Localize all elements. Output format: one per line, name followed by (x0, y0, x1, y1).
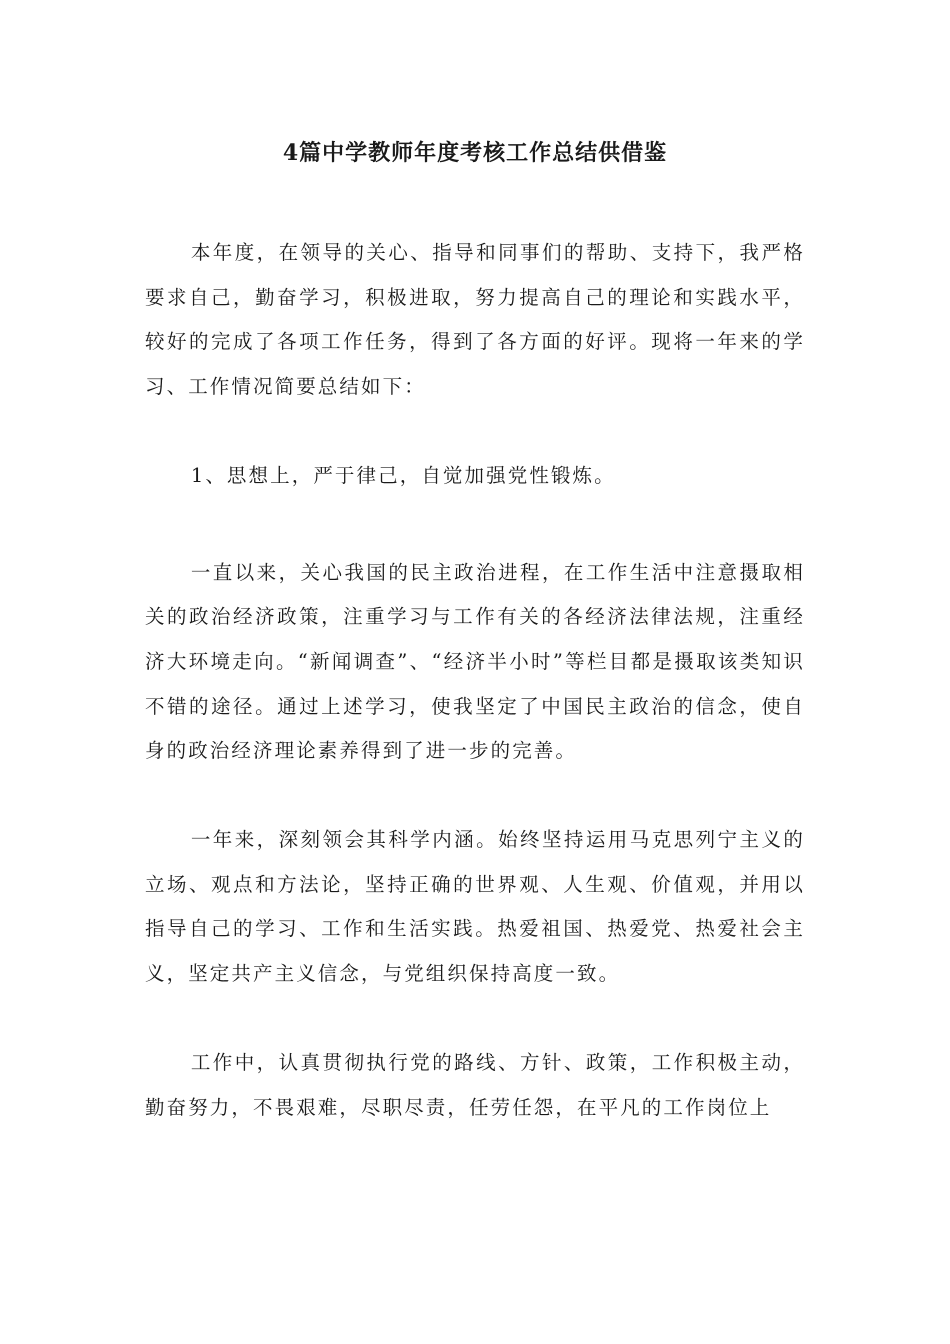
paragraph-intro: 本年度，在领导的关心、指导和同事们的帮助、支持下，我严格要求自己，勤奋学习，积极进取，努力提高自己的理论和实践水平，较好的完成了各项工作任务，得到了各方面的好评。现将一年来的学习、工作情况简要总结如下： (145, 241, 805, 399)
paragraph-theory: 一年来，深刻领会其科学内涵。始终坚持运用马克思列宁主义的立场、观点和方法论，坚持正确的世界观、人生观、价值观，并用以指导自己的学习、工作和生活实践。热爱祖国、热爱党、热爱社会主义，坚定共产主义信念，与党组织保持高度一致。 (145, 828, 805, 986)
document-body (145, 231, 805, 1130)
paragraph-work: 工作中，认真贯彻执行党的路线、方针、政策，工作积极主动，勤奋努力，不畏艰难，尽职尽责，任劳任怨，在平凡的工作岗位上 (145, 1050, 805, 1119)
document-title: 4篇中学教师年度考核工作总结供借鉴 (282, 140, 668, 166)
paragraph-politics: 一直以来，关心我国的民主政治进程，在工作生活中注意摄取相关的政治经济政策，注重学习与工作有关的各经济法律法规，注重经济大环境走向。“新闻调查”、“经济半小时”等栏目都是摄取该类知识不错的途径。通过上述学习，使我坚定了中国民主政治的信念，使自身的政治经济理论素养得到了进一步的完善。 (145, 560, 805, 763)
paragraph-heading-1: 1、思想上，严于律己，自觉加强党性锻炼。 (190, 463, 616, 487)
